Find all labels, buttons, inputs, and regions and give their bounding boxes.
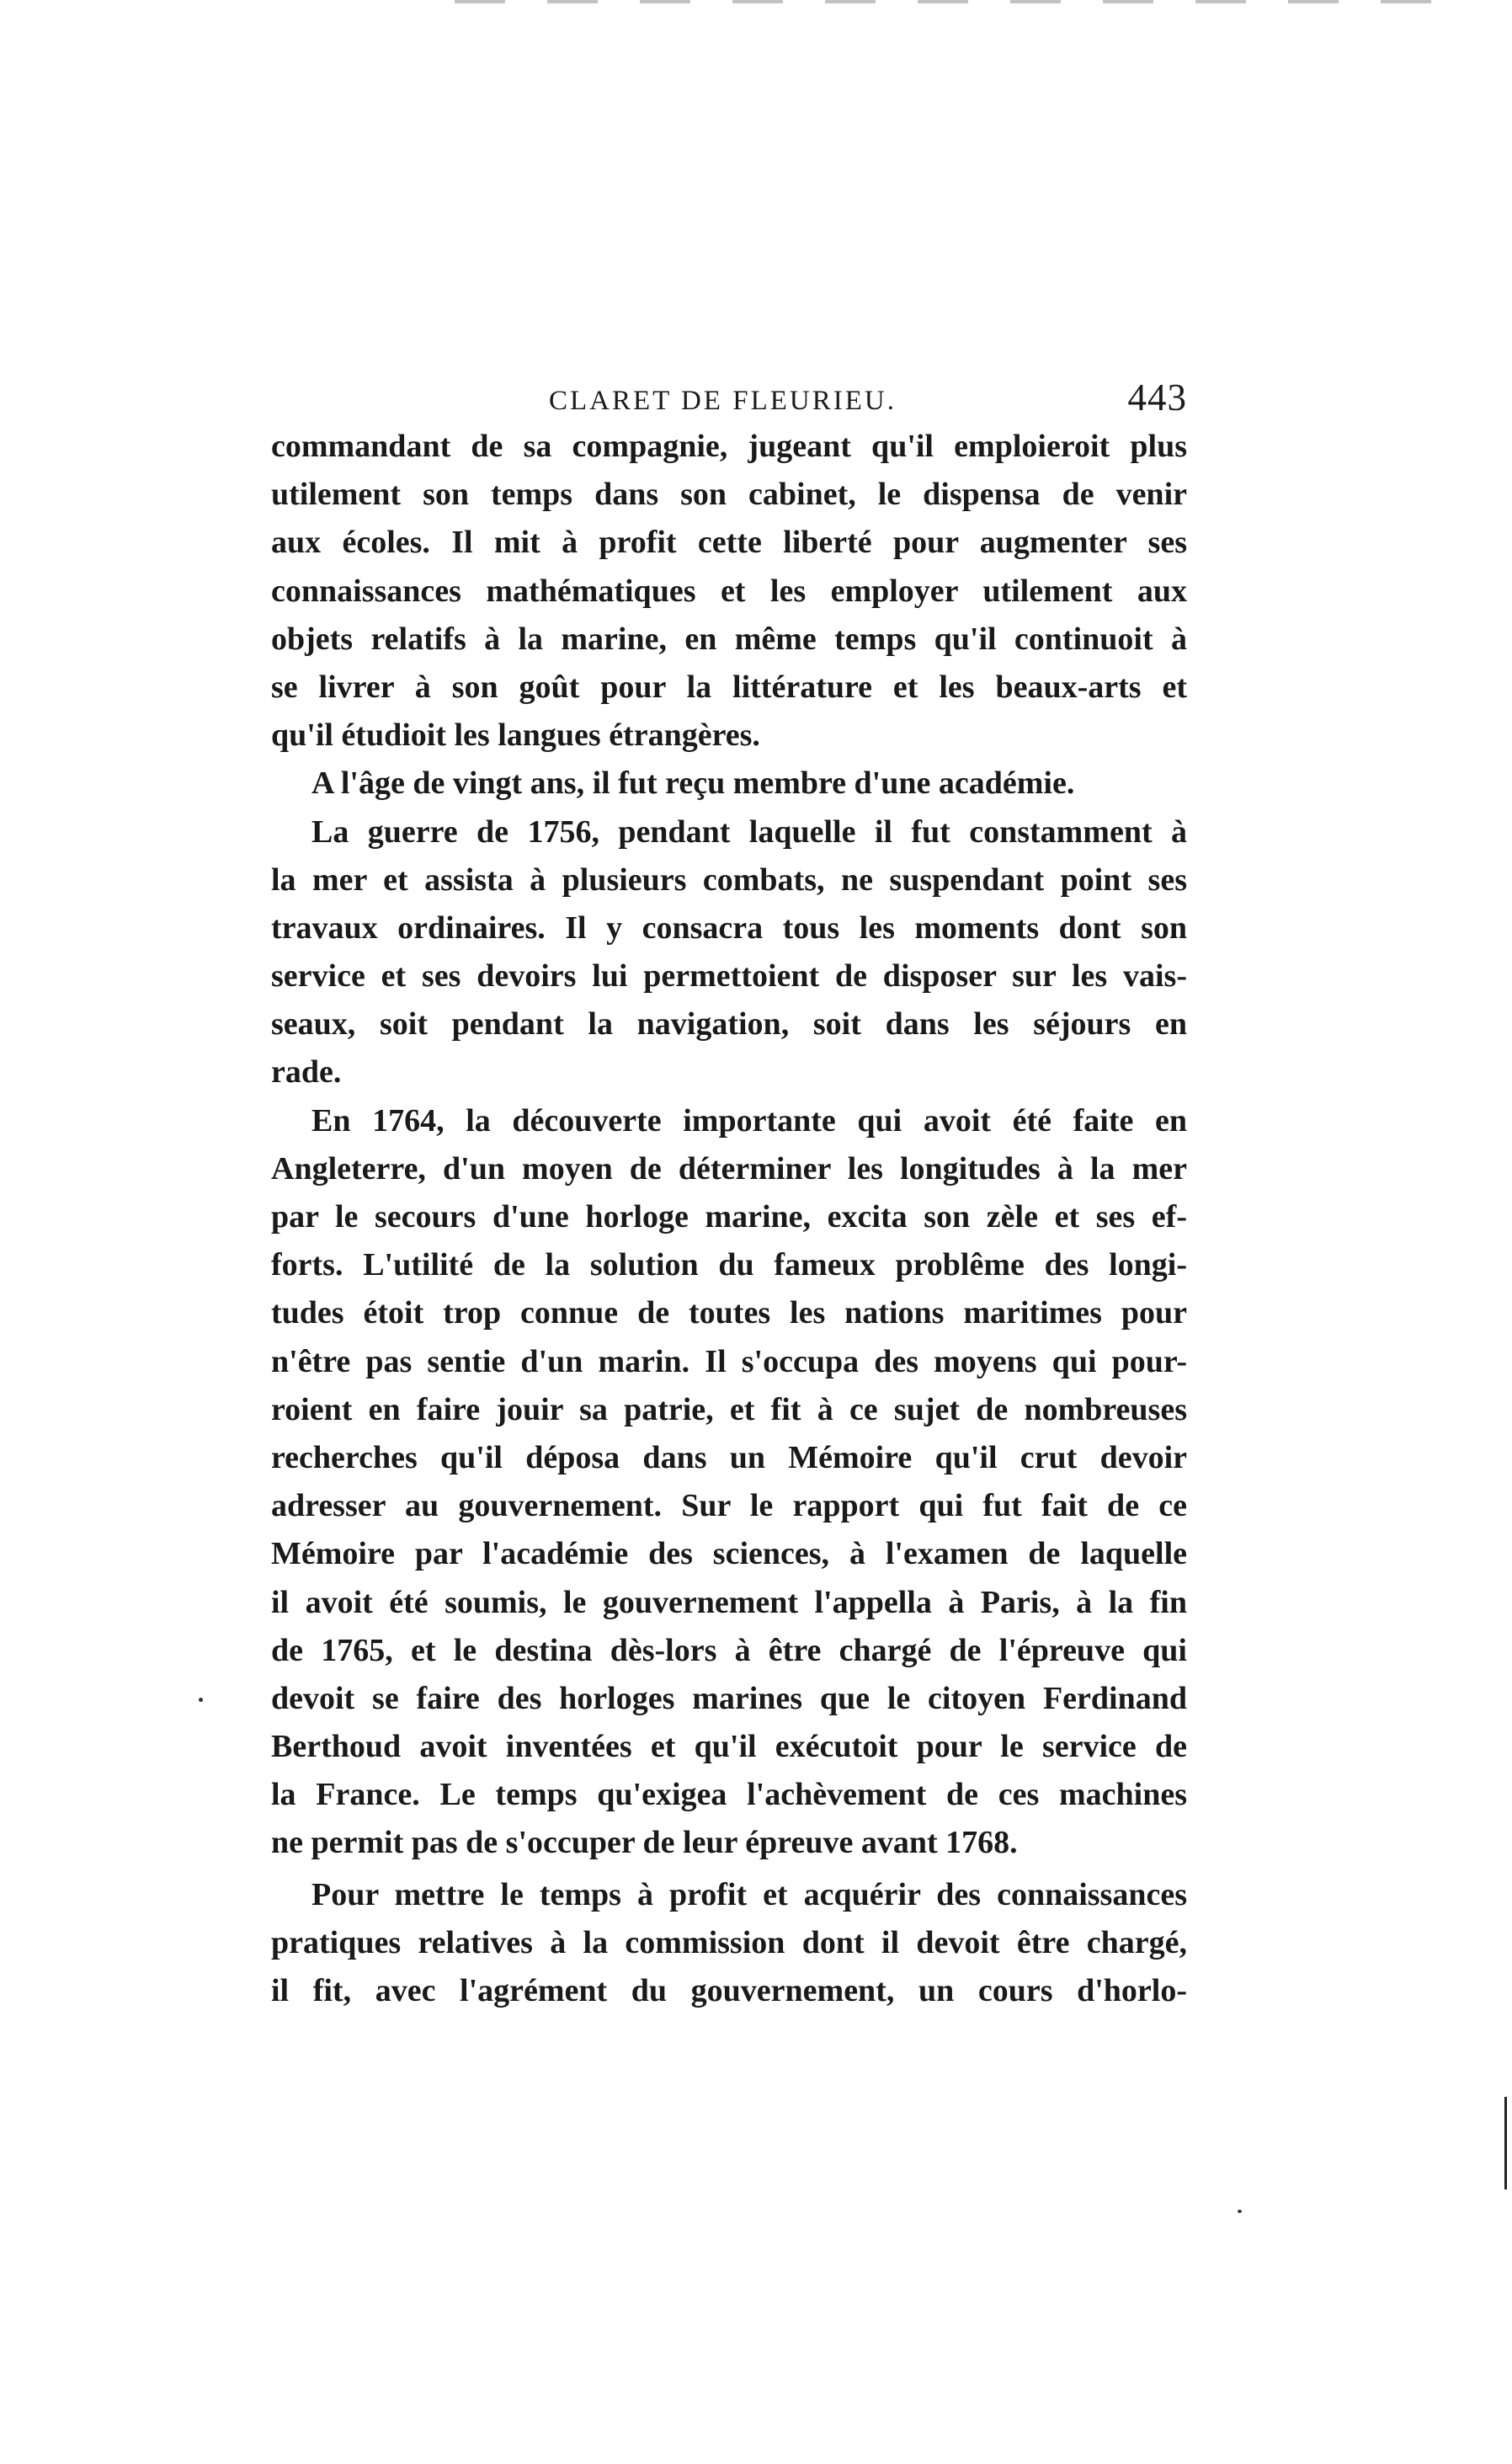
scan-top-edge bbox=[455, 0, 1431, 3]
scan-edge-mark bbox=[1504, 2097, 1507, 2189]
text-line: aux écoles. Il mit à profit cette liberté pour augmenter ses bbox=[271, 525, 1187, 561]
paragraph-first-line: En 1764, la découverte importante qui avoit été faite en bbox=[311, 1102, 1187, 1139]
running-head bbox=[271, 371, 1187, 421]
text-line: il fit, avec l'agrément du gouvernement, un cours d'horlo- bbox=[271, 1973, 1187, 2008]
scan-speck bbox=[1238, 2210, 1242, 2213]
text-line: travaux ordinaires. Il y consacra tous les moments dont son bbox=[271, 909, 1187, 946]
text-line: ne permit pas de s'occuper de leur épreuve avant 1768. bbox=[271, 1825, 1018, 1861]
text-line: rade. bbox=[271, 1054, 342, 1091]
text-line: Angleterre, d'un moyen de déterminer les longitudes à la mer bbox=[271, 1150, 1187, 1187]
text-line: la France. Le temps qu'exigea l'achèvement de ces machines bbox=[271, 1777, 1187, 1813]
text-line: commandant de sa compagnie, jugeant qu'il emploieroit plus bbox=[271, 429, 1187, 464]
text-line: par le secours d'une horloge marine, excita son zèle et ses ef- bbox=[271, 1199, 1187, 1235]
text-line: utilement son temps dans son cabinet, le dispensa de venir bbox=[271, 477, 1187, 513]
text-line: pratiques relatives à la commission dont il devoit être chargé, bbox=[271, 1924, 1187, 1960]
text-line: service et ses devoirs lui permettoient de disposer sur les vais- bbox=[271, 958, 1187, 995]
paragraph-first-line: A l'âge de vingt ans, il fut reçu membre d'une académie. bbox=[311, 765, 1075, 802]
text-line: connaissances mathématiques et les employer utilement aux bbox=[271, 573, 1187, 609]
text-line: Mémoire par l'académie des sciences, à l'examen de laquelle bbox=[271, 1536, 1187, 1572]
text-line: n'être pas sentie d'un marin. Il s'occupa des moyens qui pour- bbox=[271, 1343, 1187, 1379]
text-line: la mer et assista à plusieurs combats, ne suspendant point ses bbox=[271, 861, 1187, 898]
text-line: forts. L'utilité de la solution du fameux problême des longi- bbox=[271, 1247, 1187, 1283]
text-line: seaux, soit pendant la navigation, soit dans les séjours en bbox=[271, 1006, 1187, 1043]
text-line: tudes étoit trop connue de toutes les nations maritimes pour bbox=[271, 1295, 1187, 1331]
text-line: il avoit été soumis, le gouvernement l'appella à Paris, à la fin bbox=[271, 1584, 1187, 1620]
page-number: 443 bbox=[1127, 376, 1187, 419]
paragraph-first-line: Pour mettre le temps à profit et acquérir des connaissances bbox=[311, 1876, 1187, 1912]
text-line: Berthoud avoit inventées et qu'il exécutoit pour le service de bbox=[271, 1729, 1187, 1765]
paragraph-first-line: La guerre de 1756, pendant laquelle il fut constamment à bbox=[311, 813, 1187, 850]
text-line: devoit se faire des horloges marines que le citoyen Ferdinand bbox=[271, 1680, 1187, 1716]
text-line: qu'il étudioit les langues étrangères. bbox=[271, 717, 760, 754]
text-line: recherches qu'il déposa dans un Mémoire qu'il crut devoir bbox=[271, 1439, 1187, 1475]
body-text bbox=[271, 423, 1187, 2015]
text-line: se livrer à son goût pour la littérature et les beaux-arts et bbox=[271, 669, 1187, 705]
scan-speck bbox=[199, 1698, 203, 1702]
text-line: adresser au gouvernement. Sur le rapport qui fut fait de ce bbox=[271, 1488, 1187, 1524]
text-line: roient en faire jouir sa patrie, et fit à ce sujet de nombreuses bbox=[271, 1391, 1187, 1427]
running-title: CLARET DE FLEURIEU. bbox=[549, 386, 897, 416]
text-line: objets relatifs à la marine, en même temps qu'il continuoit à bbox=[271, 621, 1187, 657]
text-line: de 1765, et le destina dès-lors à être chargé de l'épreuve qui bbox=[271, 1632, 1187, 1668]
